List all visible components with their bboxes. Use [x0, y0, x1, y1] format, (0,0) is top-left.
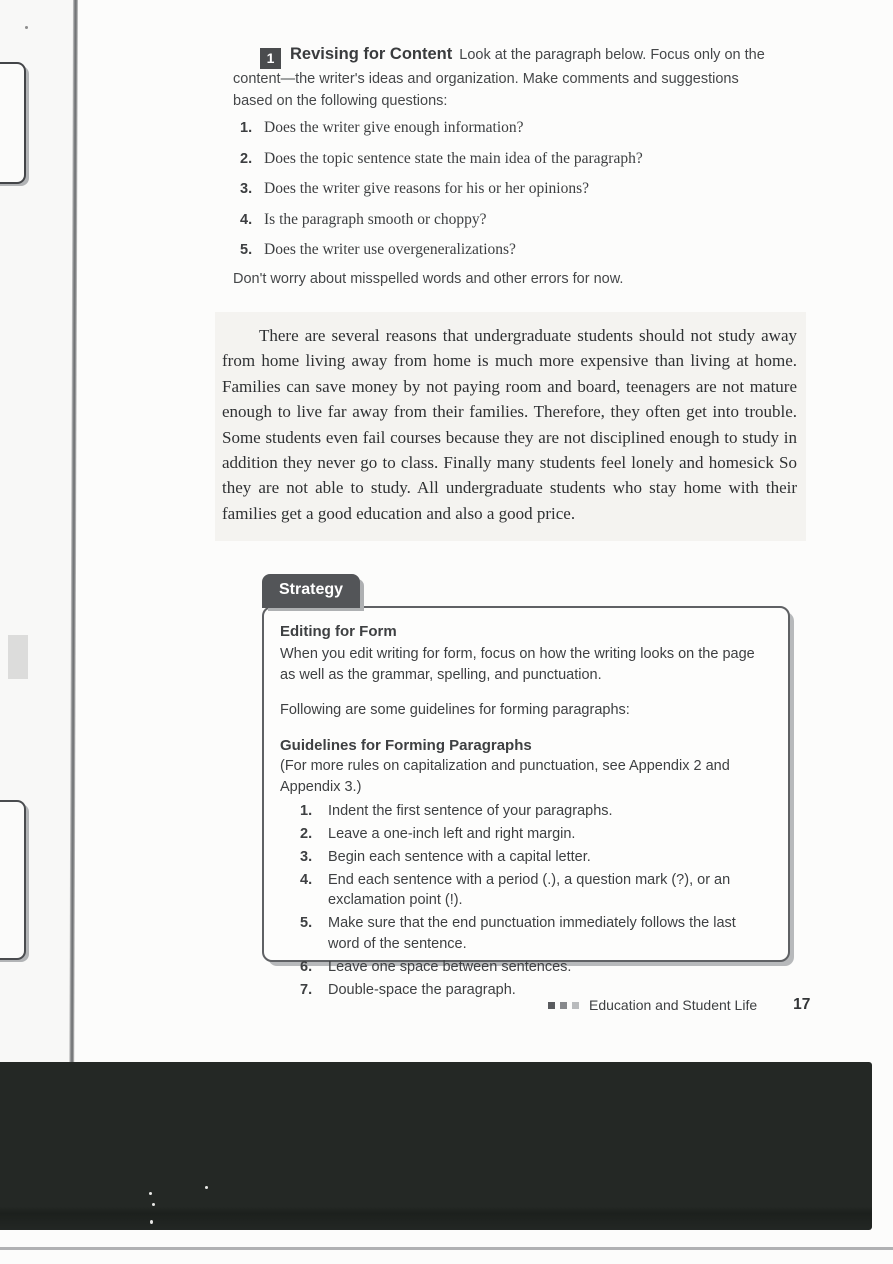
question-item — [240, 211, 792, 229]
question-number: 1. — [240, 120, 253, 136]
question-text: Does the topic sentence state the main idea of the paragraph? — [264, 149, 643, 167]
guideline-number: 3. — [300, 848, 313, 865]
strategy-heading: Editing for Form — [280, 623, 397, 640]
guideline-item — [280, 913, 768, 954]
strategy-lead-in: Following are some guidelines for forming paragraphs: — [280, 702, 630, 718]
guideline-text: End each sentence with a period (.), a question mark (?), or an exclamation point (!). — [328, 871, 731, 908]
exercise-note: Don't worry about misspelled words and other errors for now. — [233, 271, 624, 287]
guideline-number: 1. — [300, 802, 313, 819]
strategy-tab-label: Strategy — [262, 574, 360, 608]
question-number: 3. — [240, 181, 253, 197]
question-item — [240, 241, 792, 259]
guideline-text: Double-space the paragraph. — [328, 981, 516, 998]
scanner-bed-black-area — [0, 1062, 872, 1230]
footer-marker-square-icon — [560, 1002, 567, 1009]
revision-questions-list — [240, 119, 792, 272]
exercise-number-badge: 1 — [260, 48, 281, 69]
scan-speck — [150, 1220, 153, 1224]
strategy-box — [262, 606, 790, 998]
guidelines-heading: Guidelines for Forming Paragraphs — [280, 737, 532, 754]
guideline-item — [280, 980, 768, 1001]
page-edge-tab-middle — [0, 800, 26, 960]
strategy-body: When you edit writing for form, focus on how the writing looks on the page as well as the grammar, spelling, and punctuation. — [280, 646, 755, 683]
exercise-title: Revising for Content — [290, 45, 453, 63]
footer-page-number: 17 — [793, 996, 811, 1013]
guideline-item — [280, 847, 768, 868]
page-edge-tab-top — [0, 62, 26, 184]
question-item — [240, 119, 792, 137]
guidelines-note: (For more rules on capitalization and punctuation, see Appendix 2 and Appendix 3.) — [280, 758, 730, 795]
guideline-number: 5. — [300, 915, 313, 931]
guideline-text: Make sure that the end punctuation immediately follows the last word of the sentence. — [328, 915, 736, 952]
guideline-number: 6. — [300, 958, 313, 975]
footer-marker-square-icon — [548, 1002, 555, 1009]
guideline-item — [280, 824, 768, 845]
exercise-instructions-text: Look at the paragraph below. Focus only on the content—the writer's ideas and organization. Make comments and suggestions based on the following questions: — [233, 47, 765, 109]
question-item — [240, 180, 792, 198]
page-edge-sticker — [8, 635, 28, 679]
guideline-text: Leave a one-inch left and right margin. — [328, 825, 576, 842]
guideline-number: 4. — [300, 871, 313, 888]
footer-section-title: Education and Student Life — [589, 997, 758, 1013]
question-item — [240, 150, 792, 168]
guideline-item — [280, 957, 768, 978]
scan-speck — [152, 1203, 155, 1206]
scan-speck — [205, 1186, 208, 1189]
sample-paragraph: There are several reasons that undergraduate students should not study away from home living away from home is much more expensive than living at home. Families can save money by not paying room and board, teenagers are not mature enough to live far away from their families. Therefore, they often get into trouble. Some students even fail courses because they are not disciplined enough to study in addition they never go to class. Finally many students feel lonely and homesick So they are not able to study. All undergraduate students who stay home with their families get a good education and also a good price. — [215, 312, 806, 541]
guideline-item — [280, 801, 768, 822]
question-text: Does the writer give reasons for his or her opinions? — [264, 180, 589, 197]
guideline-number: 7. — [300, 981, 313, 998]
guidelines-list — [280, 801, 768, 1001]
question-number: 2. — [240, 150, 253, 167]
scan-speck-dot — [25, 26, 28, 29]
guideline-text: Indent the first sentence of your paragraphs. — [328, 802, 613, 819]
scan-speck — [149, 1192, 152, 1195]
question-text: Is the paragraph smooth or choppy? — [264, 210, 487, 228]
guideline-item — [280, 870, 768, 911]
guideline-text: Begin each sentence with a capital letter. — [328, 848, 591, 865]
question-number: 4. — [240, 211, 253, 228]
page-bottom-edge-line — [0, 1247, 893, 1250]
footer-marker-square-icon — [572, 1002, 579, 1009]
question-text: Does the writer use overgeneralizations? — [264, 241, 516, 258]
guideline-number: 2. — [300, 825, 313, 842]
question-number: 5. — [240, 242, 253, 258]
question-text: Does the writer give enough information? — [264, 119, 524, 136]
exercise-instructions — [233, 44, 781, 112]
guideline-text: Leave one space between sentences. — [328, 958, 572, 975]
